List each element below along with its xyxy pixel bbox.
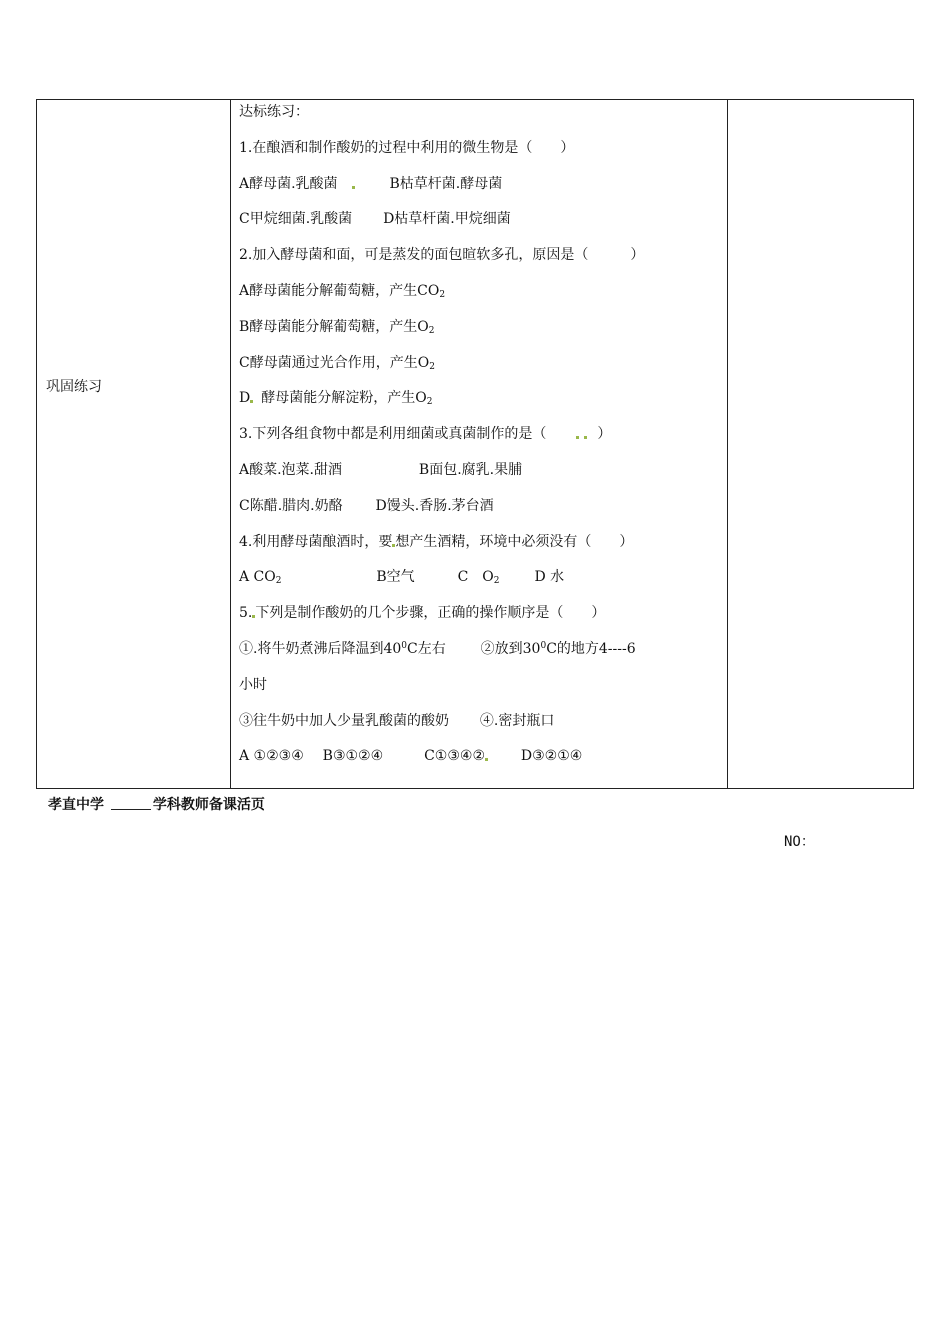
q5-option-c: C①③④② <box>424 748 488 764</box>
exercise-heading: 达标练习： <box>239 104 309 120</box>
question-5-steps-1-2 <box>239 639 725 675</box>
q4-option-b: B空气 <box>376 569 415 586</box>
question-1-options-cd <box>239 209 725 245</box>
question-1-stem: 1.在酿酒和制作酸奶的过程中利用的微生物是（ ） <box>239 139 575 156</box>
subject-blank <box>111 796 151 810</box>
q3-option-b: B面包.腐乳.果脯 <box>418 461 523 478</box>
question-3-stem: 3.下列各组食物中都是利用细菌或真菌制作的是（ ） <box>239 426 612 443</box>
q4-option-d: D 水 <box>534 569 565 586</box>
q5-step-4: ④.密封瓶口 <box>479 712 555 729</box>
exercise-content <box>239 102 725 782</box>
question-4-options <box>239 567 725 603</box>
q3-option-c: C陈醋.腊肉.奶酪 <box>239 497 343 514</box>
q2-option-d: D 酵母菌能分解淀粉，产生$O_2$ <box>239 390 433 408</box>
question-5-options <box>239 746 725 782</box>
page-number-label: NO： <box>784 834 815 850</box>
q1-option-b: B枯草杆菌.酵母菌 <box>389 175 503 192</box>
column-divider <box>230 100 231 788</box>
q5-step-2: ②放到$30^0C$的地方4----6 <box>480 640 636 657</box>
q1-option-d: D枯草杆菌.甲烷细菌 <box>383 211 511 228</box>
q5-option-b: B③①②④ <box>322 748 384 765</box>
q5-step-3: ③往牛奶中加人少量乳酸菌的酸奶 <box>239 712 449 729</box>
school-name: 孝直中学 <box>48 797 104 813</box>
q5-option-d: D③②①④ <box>520 748 583 765</box>
question-5-stem: 5. 下列是制作酸奶的几个步骤，正确的操作顺序是（ ） <box>239 605 606 622</box>
q2-option-a: A酵母菌能分解葡萄糖，产生$CO_2$ <box>239 282 446 300</box>
question-3-options-cd <box>239 496 725 532</box>
q5-step-2-continued: 小时 <box>239 676 267 693</box>
question-1-options-ab <box>239 174 725 210</box>
q1-option-c: C甲烷细菌.乳酸菌 <box>239 211 353 228</box>
q3-option-a: A酸菜.泡菜.甜酒 <box>239 461 343 478</box>
highlight-mark <box>576 436 579 439</box>
footer-title <box>48 794 265 814</box>
highlight-mark <box>352 186 355 189</box>
column-divider <box>727 100 728 788</box>
q1-option-a: A酵母菌.乳酸菌 <box>239 175 338 192</box>
q5-option-a: A ①②③④ <box>239 748 304 765</box>
question-2-stem: 2.加入酵母菌和面，可是蒸发的面包暄软多孔，原因是（ ） <box>239 247 645 264</box>
q2-option-c: C酵母菌通过光合作用，产生$O_2$ <box>239 354 435 372</box>
q5-step-1: ①.将牛奶煮沸后降温到$40^0C$左右 <box>239 640 446 657</box>
highlight-mark <box>250 400 253 403</box>
q4-option-a: A $CO_2$ <box>239 569 282 587</box>
q4-option-c: C $O_2$ <box>457 569 500 587</box>
highlight-mark <box>584 436 587 439</box>
highlight-mark <box>485 758 488 761</box>
section-label: 巩固练习 <box>46 379 102 395</box>
q2-option-b: B酵母菌能分解葡萄糖，产生$O_2$ <box>239 318 435 336</box>
question-4-stem: 4.利用酵母菌酿酒时，要 想产生酒精，环境中必须没有（ ） <box>239 533 634 550</box>
question-5-steps-3-4 <box>239 711 725 747</box>
subject-suffix: 学科教师备课活页 <box>152 797 265 813</box>
question-3-options-ab <box>239 460 725 496</box>
q3-option-d: D馒头.香肠.茅台酒 <box>375 497 494 514</box>
lesson-table <box>36 99 914 789</box>
